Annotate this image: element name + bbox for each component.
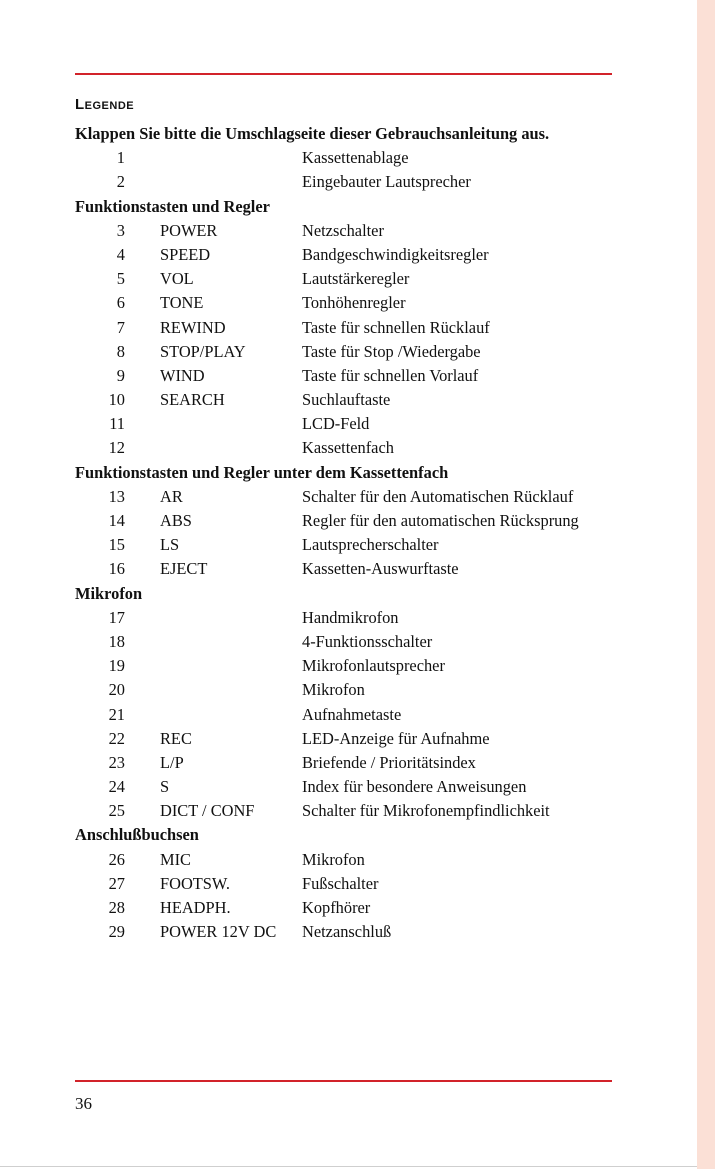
legend-item [75,146,685,170]
legend-item-code: AR [160,486,183,506]
legend-item-num: 8 [116,341,125,361]
legend-item-desc: Mikrofonlautsprecher [302,656,445,676]
legend-item-num: 6 [116,293,125,313]
legend-item-code: WIND [160,365,205,385]
legend-item-num: 27 [108,873,125,893]
legend-item-desc: Regler für den automatischen Rücksprung [302,511,579,530]
legend-item-desc: Suchlauftaste [302,390,391,410]
legend-item [75,727,685,751]
legend-item-num: 25 [108,801,125,821]
legend-item-num: 23 [108,752,125,772]
legend-item-desc: LCD-Feld [302,414,370,434]
section-heading: Mikrofon [75,583,143,603]
legend-item-num: 26 [108,849,125,869]
legend-item [75,509,685,533]
legend-item-num: 11 [109,414,125,434]
legend-item-desc: Netzschalter [302,220,384,240]
legend-item [75,703,685,727]
legend-item-num: 10 [108,390,125,410]
legend-item [75,799,685,823]
legend-item-desc: Handmikrofon [302,607,399,627]
legend-item [75,751,685,775]
legend-item-desc: Index für besondere Anweisungen [302,777,527,797]
legend-item-code: MIC [160,849,191,869]
legend-item-desc: Lautstärkeregler [302,269,410,289]
legend-item-num: 22 [108,728,125,748]
legend-item [75,243,685,267]
legend-item-num: 17 [108,607,125,627]
legend-item-desc: Tonhöhenregler [302,293,406,313]
legend-item-desc: LED-Anzeige für Aufnahme [302,728,490,748]
legend-item-num: 13 [108,486,125,506]
legend-item-num: 7 [116,317,125,337]
legend-item [75,412,685,436]
legend-item-num: 28 [108,898,125,917]
legend-item [75,485,685,509]
legend-item-desc: Taste für schnellen Vorlauf [302,365,479,385]
legend-item [75,630,685,654]
legend-item-code: DICT / CONF [160,801,255,821]
section-heading: Funktionstasten und Regler unter dem Kassettenfach [75,462,449,482]
page-edge-strip [697,0,715,1169]
legend-item-num: 24 [108,777,125,797]
legend-item-num: 9 [116,365,125,385]
top-rule [75,73,612,75]
legend-item [75,170,685,194]
intro-text: Klappen Sie bitte die Umschlagseite dieser Gebrauchsanleitung aus. [75,124,550,143]
section-heading: Funktionstasten und Regler [75,196,270,216]
legend-item [75,557,685,581]
page-bottom-edge [0,1166,697,1167]
legend-item-desc: Lautsprecherschalter [302,535,439,555]
legend-item-desc: Eingebauter Lautsprecher [302,172,471,192]
legend-item [75,848,685,872]
legend-item [75,920,685,944]
legend-item-code: EJECT [160,559,208,579]
legend-item-code: POWER 12V DC [160,922,277,942]
legend-item-num: 5 [116,269,125,289]
page-title: Legende [75,96,135,113]
legend-item-desc: Kopfhörer [302,898,371,917]
legend-item-code: VOL [160,269,194,289]
legend-item-num: 15 [108,535,125,555]
legend-item-num: 19 [108,656,125,676]
legend-item [75,533,685,557]
legend-item [75,654,685,678]
legend-item-code: REWIND [160,317,226,337]
legend-item-code: HEADPH. [160,898,231,917]
legend-item [75,267,685,291]
legend-item [75,872,685,896]
legend-item-code: STOP/PLAY [160,341,246,361]
legend-item [75,436,685,460]
legend-item-desc: Netzanschluß [302,922,392,942]
legend-item-desc: Schalter für Mikrofonempfindlichkeit [302,801,550,821]
legend-item [75,219,685,243]
legend-item-desc: Schalter für den Automatischen Rücklauf [302,486,574,506]
legend-item-desc: Taste für Stop /Wiedergabe [302,341,481,361]
section-heading: Anschlußbuchsen [75,825,199,845]
legend-item-desc: Kassetten-Auswurftaste [302,559,459,579]
legend-item-num: 20 [108,680,125,700]
legend-item-code: TONE [160,293,204,313]
legend-item [75,678,685,702]
legend-item-num: 4 [116,244,125,264]
legend-item [75,896,685,920]
legend-item [75,775,685,799]
legend-item-code: SPEED [160,244,211,264]
legend-item-num: 1 [116,148,125,168]
legend-item-num: 16 [108,559,125,579]
legend-item-code: LS [160,535,180,555]
legend-item-desc: Bandgeschwindigkeitsregler [302,244,489,264]
legend-item-num: 2 [116,172,125,192]
legend-item [75,364,685,388]
legend-item-desc: Fußschalter [302,873,379,893]
legend-item-desc: Kassettenfach [302,438,394,458]
legend-item [75,340,685,364]
legend-item-code: POWER [160,220,218,240]
legend-item [75,388,685,412]
legend-item-desc: Kassettenablage [302,148,409,168]
legend-item-num: 12 [108,438,125,458]
legend-item-num: 18 [108,631,125,651]
legend-item-code: S [160,777,170,797]
legend-item-desc: Aufnahmetaste [302,704,402,724]
legend-item-num: 14 [108,511,125,530]
legend-item [75,291,685,315]
legend-item-num: 21 [108,704,125,724]
legend-item-num: 3 [116,220,125,240]
legend-item-desc: Mikrofon [302,680,365,700]
legend-item-code: REC [160,728,192,748]
legend-item-code: FOOTSW. [160,873,230,893]
legend-item-num: 29 [108,922,125,942]
legend-item-desc: Taste für schnellen Rücklauf [302,317,490,337]
legend-item-desc: Briefende / Prioritätsindex [302,752,476,772]
bottom-rule [75,1080,612,1082]
legend-item [75,316,685,340]
legend-item-desc: Mikrofon [302,849,365,869]
legend-item [75,606,685,630]
page-number: 36 [75,1094,92,1113]
legend-item-code: ABS [160,511,192,530]
legend-item-code: SEARCH [160,390,225,410]
legend-item-desc: 4-Funktionsschalter [302,631,433,651]
legend-content [75,122,685,944]
legend-item-code: L/P [160,752,184,772]
